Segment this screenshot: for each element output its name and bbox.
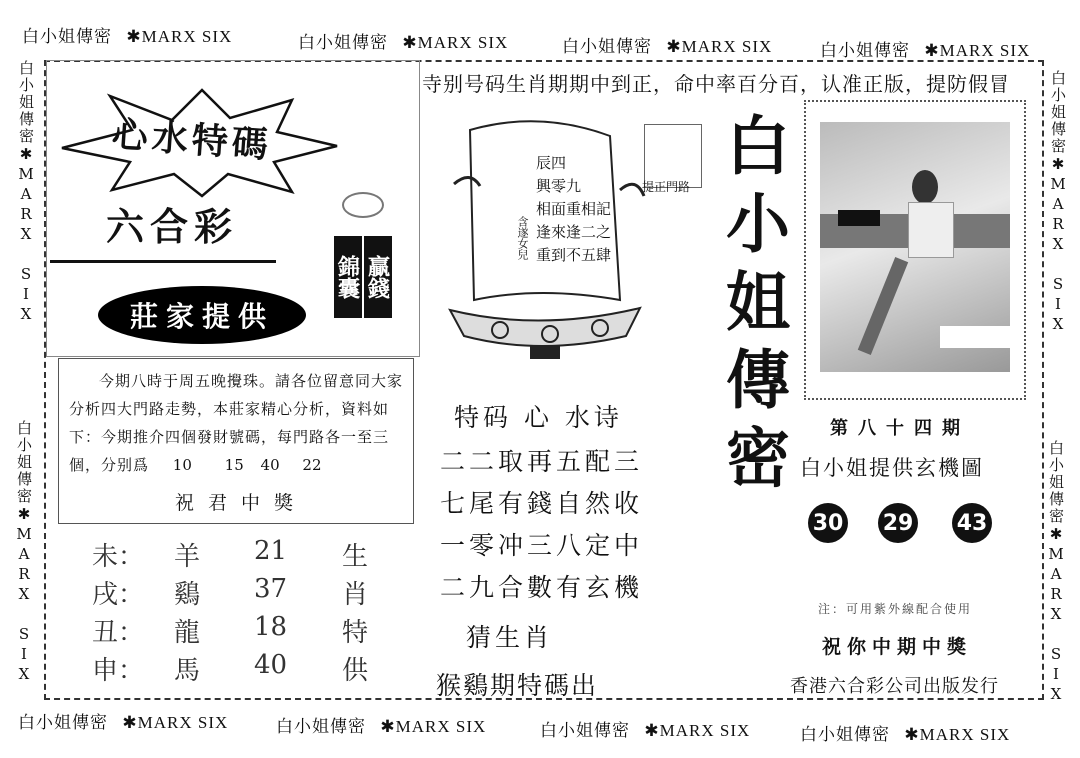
- provider-badge: 莊家提供: [98, 286, 306, 344]
- zodiac-row: [92, 650, 392, 688]
- scroll-side-text: 含遂女兒: [516, 216, 529, 260]
- tag-bag: 錦囊: [334, 236, 362, 318]
- figure-leg-shape: [858, 257, 908, 355]
- photo-frame: [804, 100, 1026, 400]
- scroll-line: 重到不五肆: [536, 246, 612, 264]
- right-border-vertical-1: 白小姐傳密✱MARX SIX: [1049, 70, 1067, 335]
- zodiac-branch: 未：: [92, 542, 145, 572]
- brand-en: ✱MARX SIX: [126, 27, 233, 46]
- brand-en: ✱MARX SIX: [924, 41, 1031, 60]
- scroll-line: 興零九: [536, 177, 582, 195]
- zodiac-row: [92, 536, 392, 574]
- number-ball: 30: [808, 503, 848, 543]
- model-photo: [820, 122, 1010, 372]
- brand-cn: 白小姐傳密: [820, 41, 910, 61]
- brand-en: ✱MARX SIX: [402, 33, 509, 52]
- zodiac-side-char: 供: [342, 656, 369, 686]
- publisher: 香港六合彩公司出版发行: [790, 676, 999, 697]
- left-border-vertical-1: 白小姐傳密✱MARX SIX: [17, 60, 35, 325]
- zodiac-side-char: 生: [342, 542, 369, 572]
- zodiac-branch: 申：: [92, 656, 145, 686]
- guess-label: 猜生肖: [466, 623, 554, 652]
- pick-number: 10: [172, 456, 192, 474]
- zodiac-animal: 羊: [174, 542, 201, 572]
- zodiac-number: 40: [254, 650, 288, 680]
- brand-cn: 白小姐傳密: [18, 713, 108, 733]
- zodiac-row: [92, 612, 392, 650]
- pick-number: 22: [302, 456, 322, 474]
- notice-body: 今期八時于周五晚攪珠。請各位留意同大家分析四大門路走勢，本莊家精心分析，資料如下：今期推介四個發財號碼，每門路各一至三個，分别爲: [69, 372, 404, 474]
- brand-cn: 白小姐傳密: [22, 27, 112, 47]
- stamp-label: 提正門路: [642, 180, 691, 194]
- brand-cn: 白小姐傳密: [562, 37, 652, 57]
- scroll-line: 逢來逢二之: [536, 223, 612, 241]
- top-border-item-4: [820, 36, 1030, 61]
- scroll-line: 相面重相記: [536, 200, 612, 218]
- tag-win: 贏錢: [364, 236, 392, 318]
- poem-line-4: 二九合數有玄機: [440, 573, 644, 602]
- number-ball: 43: [952, 503, 992, 543]
- notice-panel: [58, 358, 414, 524]
- brand-cn: 白小姐傳密: [800, 725, 890, 745]
- divider: [50, 260, 276, 263]
- number-ball: 29: [878, 503, 918, 543]
- big-vertical-title: 白小姐傳密: [715, 112, 789, 502]
- notice-text: [69, 367, 403, 479]
- figure-body-shape: [908, 202, 954, 258]
- poem-title: 特码 心 水诗: [454, 403, 623, 432]
- star-title: 心水特碼: [110, 114, 274, 167]
- bottom-border-item-3: [540, 716, 750, 741]
- zodiac-number: 37: [254, 574, 288, 604]
- scroll-text: [536, 152, 611, 267]
- guess-answer: 猴鷄期特碼出: [436, 671, 599, 700]
- zodiac-number: 21: [254, 536, 288, 566]
- brand-en: ✱MARX SIX: [380, 717, 487, 736]
- brand-cn: 白小姐傳密: [298, 33, 388, 53]
- zodiac-animal: 龍: [174, 618, 201, 648]
- right-blessing: 祝你中期中獎: [822, 636, 973, 658]
- mystery-caption: 白小姐提供玄機圖: [800, 456, 984, 480]
- bottom-border-item-2: [276, 712, 486, 737]
- brand-en: ✱MARX SIX: [644, 721, 751, 740]
- zodiac-side-char: 肖: [342, 580, 369, 610]
- top-border-item-3: [562, 32, 772, 57]
- issue-number: 第八十四期: [830, 418, 970, 439]
- zodiac-number: 18: [254, 612, 288, 642]
- poem-line-2: 七尾有錢自然收: [440, 489, 644, 518]
- left-border-vertical-2: 白小姐傳密✱MARX SIX: [15, 420, 33, 685]
- lottery-subtitle: 六合彩: [106, 205, 239, 249]
- zodiac-branch: 丑：: [92, 618, 145, 648]
- brand-cn: 白小姐傳密: [540, 721, 630, 741]
- brand-en: ✱MARX SIX: [122, 713, 229, 732]
- zodiac-branch: 戌：: [92, 580, 145, 610]
- brand-en: ✱MARX SIX: [666, 37, 773, 56]
- poem-line-3: 一零冲三八定中: [440, 531, 644, 560]
- zodiac-side-char: 特: [342, 618, 369, 648]
- right-border-vertical-2: 白小姐傳密✱MARX SIX: [1047, 440, 1065, 705]
- zodiac-table: [92, 536, 392, 688]
- cloud-ornament-icon: [342, 192, 384, 218]
- photo-patch: [940, 326, 1010, 348]
- scroll-line: 辰四: [536, 154, 567, 172]
- poem-line-1: 二二取再五配三: [440, 447, 644, 476]
- zodiac-animal: 馬: [174, 656, 201, 686]
- zodiac-animal: 鷄: [174, 580, 201, 610]
- notice-blessing: 祝 君 中 獎: [174, 492, 298, 514]
- top-border-item-1: [22, 22, 232, 47]
- pick-number: 40: [260, 456, 280, 474]
- car-mirror-shape: [838, 210, 880, 226]
- zodiac-row: [92, 574, 392, 612]
- pick-number: 15: [224, 456, 244, 474]
- notice-numbers: [155, 456, 322, 474]
- uv-note: 注：可用紫外線配合使用: [818, 602, 973, 616]
- top-border-item-2: [298, 28, 508, 53]
- bottom-border-item-1: [18, 708, 228, 733]
- header-text: 寺别号码生肖期期中到正，命中率百分百，认准正版，提防假冒: [422, 72, 1010, 96]
- bottom-border-item-4: [800, 720, 1010, 745]
- brand-en: ✱MARX SIX: [904, 725, 1011, 744]
- brand-cn: 白小姐傳密: [276, 717, 366, 737]
- figure-head-shape: [912, 170, 938, 204]
